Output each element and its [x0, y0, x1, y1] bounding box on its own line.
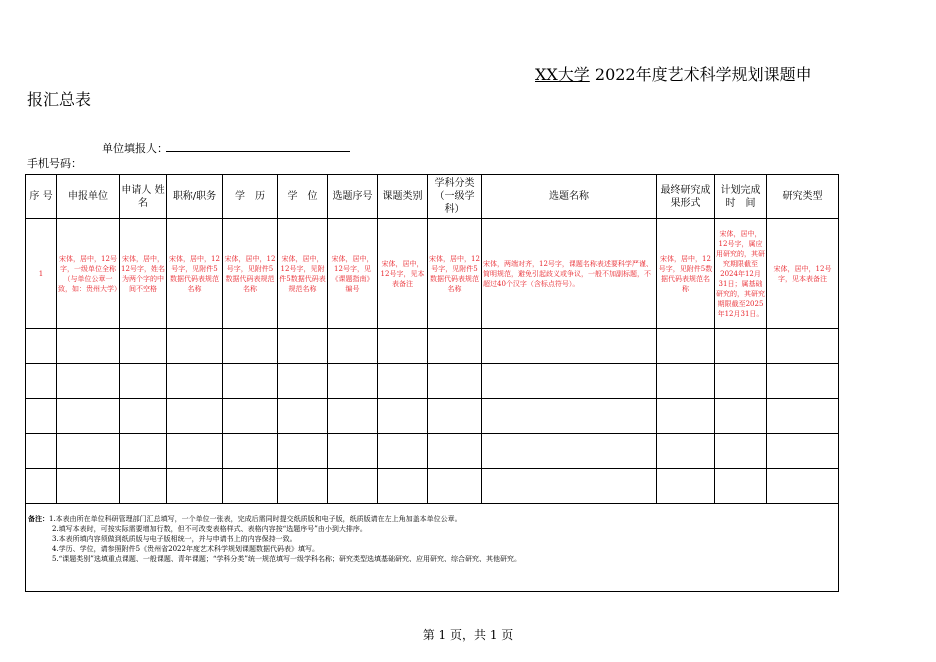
table-cell[interactable]	[167, 364, 223, 399]
table-cell[interactable]: 宋体，居中，12号字，见附件5数据代码表规范名称	[428, 219, 482, 329]
table-cell[interactable]	[223, 329, 278, 364]
summary-table	[25, 174, 839, 592]
sample-row	[26, 219, 839, 329]
table-cell[interactable]	[278, 399, 328, 434]
table-cell[interactable]	[26, 434, 57, 469]
table-cell[interactable]: 宋体，居中，12号字，见《课题指南》编号	[328, 219, 378, 329]
note-text: 1.本表由所在单位科研管理部门汇总填写，一个单位一张表，完成后需同时提交纸质版和电子版，纸质版请在左上角加盖本单位公章。	[49, 515, 462, 523]
table-cell[interactable]	[120, 434, 167, 469]
table-cell[interactable]	[328, 364, 378, 399]
table-cell[interactable]	[26, 399, 57, 434]
table-cell[interactable]	[26, 329, 57, 364]
table-cell[interactable]	[378, 469, 428, 504]
table-cell[interactable]	[378, 329, 428, 364]
table-cell[interactable]	[428, 434, 482, 469]
table-cell[interactable]: 宋体，居中，12号字，一级单位全称（与单位公章一致，如：贵州大学）	[57, 219, 120, 329]
table-cell[interactable]: 宋体，居中，12号字，见本表备注	[767, 219, 839, 329]
table-cell[interactable]	[120, 399, 167, 434]
table-cell[interactable]	[26, 469, 57, 504]
table-cell[interactable]	[378, 399, 428, 434]
table-cell[interactable]	[767, 364, 839, 399]
table-cell[interactable]: 宋体，居中，12号字，见附件5数据代码表规范名称	[223, 219, 278, 329]
table-cell[interactable]	[120, 329, 167, 364]
table-cell[interactable]	[378, 364, 428, 399]
header-cell: 计划完成时 间	[715, 175, 767, 219]
table-cell[interactable]	[57, 469, 120, 504]
table-cell[interactable]	[278, 434, 328, 469]
notes-row	[26, 504, 839, 592]
table-cell[interactable]	[328, 399, 378, 434]
table-cell[interactable]	[328, 469, 378, 504]
table-cell[interactable]	[715, 399, 767, 434]
table-cell[interactable]	[428, 469, 482, 504]
header-cell: 学 位	[278, 175, 328, 219]
table-cell[interactable]	[767, 329, 839, 364]
note-line: 5.“课题类别”选填重点课题、一般课题、青年课题；“学科分类”统一规范填写一级学科名称；研究类型选填基础研究、应用研究、综合研究、其他研究。	[52, 555, 521, 563]
table-cell[interactable]	[167, 434, 223, 469]
phone-label: 手机号码：	[27, 157, 82, 170]
table-cell[interactable]	[378, 434, 428, 469]
header-cell: 申请人 姓 名	[120, 175, 167, 219]
table-cell[interactable]	[223, 364, 278, 399]
header-cell: 申报单位	[57, 175, 120, 219]
filler-blank-line[interactable]	[166, 151, 350, 152]
header-row	[26, 175, 839, 219]
note-line: 4.学历、学位，请参照附件5《贵州省2022年度艺术科学规划课题数据代码表》填写。	[52, 545, 319, 553]
table-cell[interactable]	[657, 434, 715, 469]
table-cell[interactable]	[167, 329, 223, 364]
header-cell: 课题类别	[378, 175, 428, 219]
table-cell[interactable]	[767, 399, 839, 434]
table-cell[interactable]	[328, 434, 378, 469]
table-row	[26, 364, 839, 399]
header-cell: 选题序号	[328, 175, 378, 219]
header-cell: 职称/职务	[167, 175, 223, 219]
table-cell[interactable]	[57, 434, 120, 469]
table-cell[interactable]	[767, 434, 839, 469]
table-cell[interactable]	[223, 469, 278, 504]
table-cell[interactable]	[657, 364, 715, 399]
table-cell[interactable]	[715, 434, 767, 469]
table-cell[interactable]: 宋体，居中，12号字，姓名为两个字的中间不空格	[120, 219, 167, 329]
note-line	[28, 514, 836, 524]
table-row	[26, 399, 839, 434]
table-cell[interactable]	[223, 399, 278, 434]
page-title	[505, 62, 812, 85]
table-cell[interactable]	[482, 329, 657, 364]
table-cell[interactable]: 宋体，居中，12号字，见附件5数据代码表规范名称	[167, 219, 223, 329]
notes-label: 备注：	[28, 514, 49, 523]
table-cell[interactable]	[57, 329, 120, 364]
table-cell[interactable]	[328, 329, 378, 364]
table-cell[interactable]	[482, 469, 657, 504]
table-cell[interactable]	[657, 329, 715, 364]
header-cell: 学 历	[223, 175, 278, 219]
filler-label: 单位填报人：	[102, 142, 168, 155]
table-cell[interactable]	[715, 329, 767, 364]
table-cell[interactable]	[120, 364, 167, 399]
table-cell[interactable]	[428, 329, 482, 364]
table-cell[interactable]	[482, 434, 657, 469]
table-cell[interactable]	[278, 469, 328, 504]
table-row	[26, 434, 839, 469]
notes-cell	[26, 504, 839, 592]
note-line: 2.填写本表时，可按实际需要增加行数，但不可改变表格样式、表格内容按“选题序号”由小到大排序。	[52, 525, 367, 533]
table-cell[interactable]	[715, 364, 767, 399]
table-cell[interactable]	[167, 399, 223, 434]
table-cell[interactable]	[26, 364, 57, 399]
table-cell[interactable]	[482, 364, 657, 399]
header-cell: 研究类型	[767, 175, 839, 219]
table-cell[interactable]	[482, 399, 657, 434]
table-cell[interactable]	[715, 469, 767, 504]
title-rest: 2022年度艺术科学规划课题申	[589, 65, 812, 84]
table-cell[interactable]	[57, 364, 120, 399]
header-cell: 序 号	[26, 175, 57, 219]
table-row	[26, 469, 839, 504]
table-cell[interactable]	[428, 364, 482, 399]
table-cell[interactable]: 宋体，居中，12号字，见附件5数据代码表规范名称	[657, 219, 715, 329]
header-cell: 最终研究成果形式	[657, 175, 715, 219]
page-footer: 第 1 页，共 1 页	[422, 628, 514, 642]
table-cell[interactable]: 宋体，居中，12号字，见本表备注	[378, 219, 428, 329]
table-cell[interactable]	[657, 469, 715, 504]
table-cell[interactable]: 宋体，居中，12号字，见附件5数据代码表规范名称	[278, 219, 328, 329]
table-cell[interactable]	[223, 434, 278, 469]
table-cell[interactable]	[278, 329, 328, 364]
table-cell[interactable]	[278, 364, 328, 399]
header-cell: 学科分类（一级学科）	[428, 175, 482, 219]
header-cell: 选题名称	[482, 175, 657, 219]
table-cell[interactable]: 宋体，居中，12号字，属应用研究的，其研究期限截至2024年12月31日；属基础研究的，其研究期限截至2025年12月31日。	[715, 219, 767, 329]
table-cell[interactable]	[57, 399, 120, 434]
table-cell[interactable]	[657, 399, 715, 434]
table-row	[26, 329, 839, 364]
note-line: 3.本表所填内容须做到纸质版与电子版相统一，并与申请书上的内容保持一致。	[52, 535, 297, 543]
table-cell[interactable]	[428, 399, 482, 434]
table-cell[interactable]	[167, 469, 223, 504]
table-cell[interactable]: 宋体，两端对齐，12号字，课题名称表述要科学严谨、简明规范，避免引起歧义或争议，一般不加副标题，不超过40个汉字（含标点符号）。	[482, 219, 657, 329]
table-cell[interactable]: 1	[26, 219, 57, 329]
university-name: XX大学	[535, 65, 590, 84]
page-title-continued: 报汇总表	[27, 90, 92, 109]
table-cell[interactable]	[120, 469, 167, 504]
table-cell[interactable]	[767, 469, 839, 504]
